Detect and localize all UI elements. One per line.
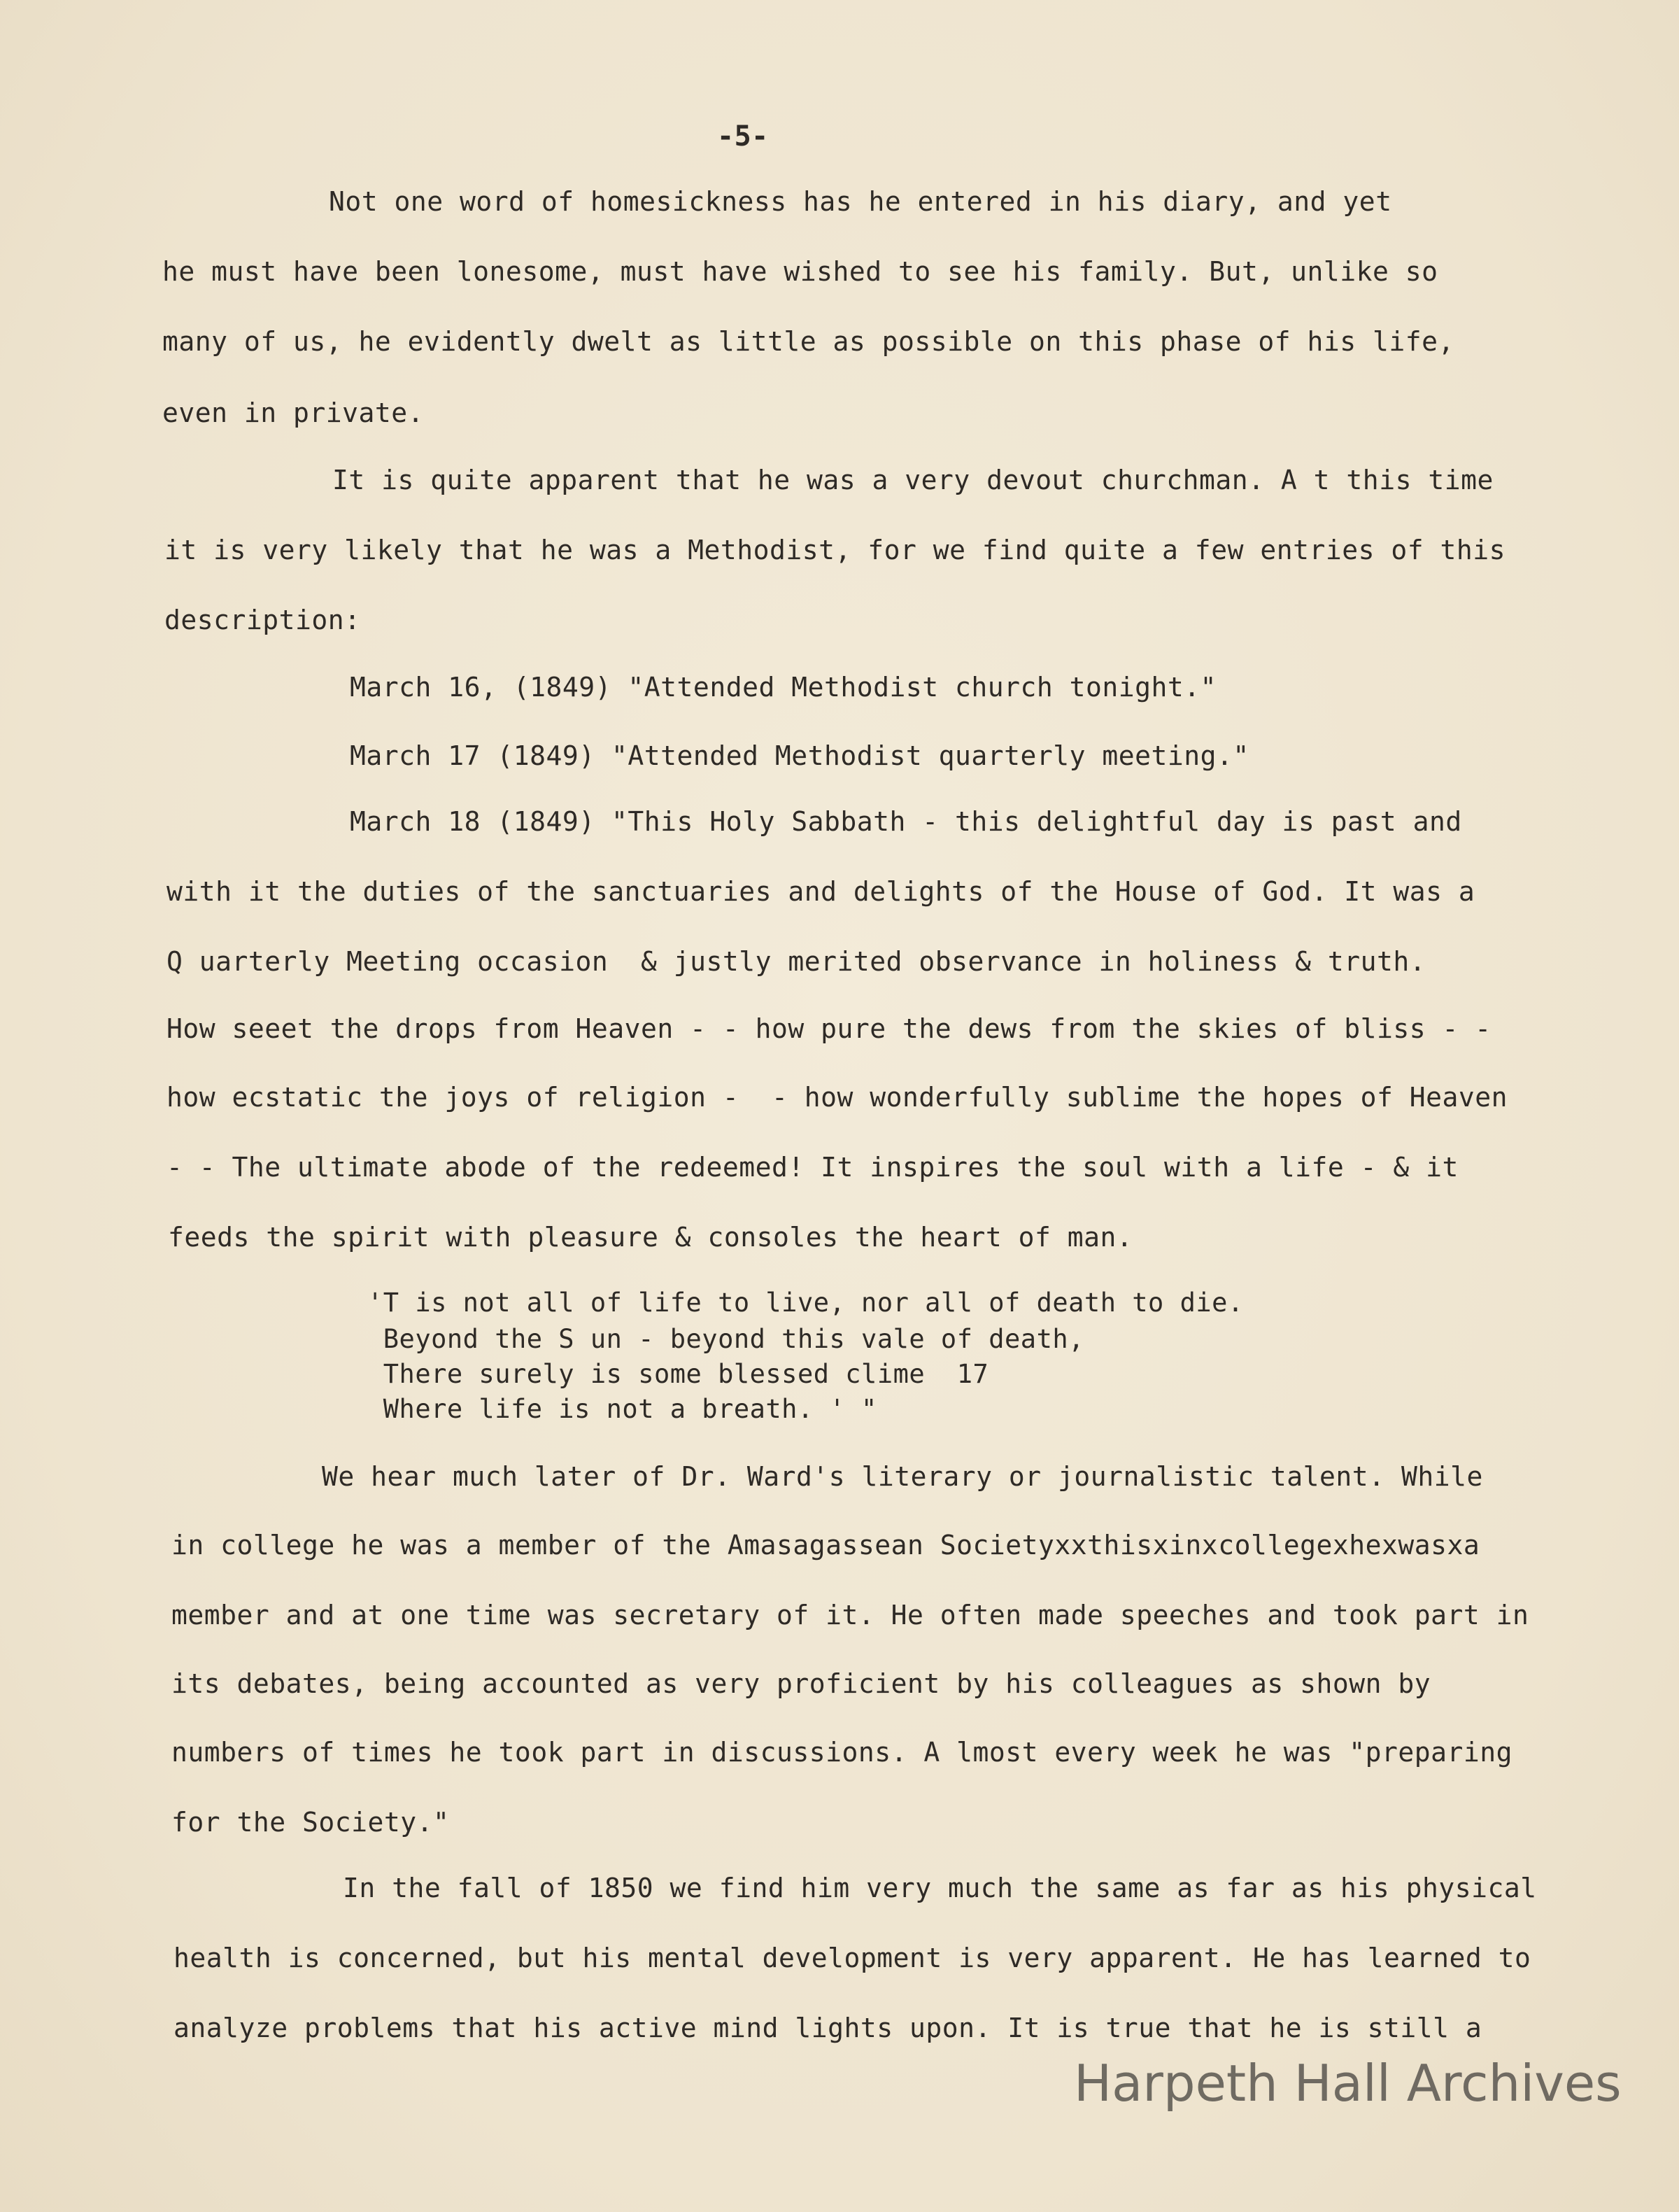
text-line: How seeet the drops from Heaven - - how pure the dews from the skies of bliss - -: [167, 1013, 1492, 1044]
text-line: many of us, he evidently dwelt as little as possible on this phase of his life,: [162, 326, 1454, 357]
text-line: description:: [164, 605, 361, 635]
page-number: -5-: [717, 120, 769, 153]
text-line: with it the duties of the sanctuaries and delights of the House of God. It was a: [167, 876, 1475, 907]
text-line: In the fall of 1850 we find him very much the same as far as his physical: [343, 1873, 1537, 1903]
text-line: It is quite apparent that he was a very devout churchman. A t this time: [332, 465, 1494, 495]
text-line: for the Society.": [171, 1807, 450, 1838]
diary-entry: March 17 (1849) "Attended Methodist quarterly meeting.": [350, 740, 1249, 771]
poem-line: There surely is some blessed clime 17: [367, 1359, 989, 1389]
text-line: Q uarterly Meeting occasion & justly merited observance in holiness & truth.: [167, 946, 1426, 977]
text-line: Not one word of homesickness has he entered in his diary, and yet: [329, 186, 1392, 217]
poem-line: 'T is not all of life to live, nor all of death to die.: [367, 1288, 1244, 1318]
text-line: analyze problems that his active mind lights upon. It is true that he is still a: [173, 2013, 1482, 2043]
text-line: how ecstatic the joys of religion - - how wonderfully sublime the hopes of Heaven: [167, 1082, 1508, 1113]
text-line: numbers of times he took part in discussions. A lmost every week he was "preparing: [171, 1737, 1512, 1768]
text-line: even in private.: [162, 397, 425, 428]
text-line: - - The ultimate abode of the redeemed! It inspires the soul with a life - & it: [167, 1152, 1459, 1183]
text-line: in college he was a member of the Amasagassean Societyxxthisxinxcollegexhexwasxa: [171, 1530, 1480, 1561]
diary-entry: March 18 (1849) "This Holy Sabbath - this delightful day is past and: [350, 806, 1462, 837]
diary-entry: March 16, (1849) "Attended Methodist church tonight.": [350, 672, 1217, 703]
text-line: it is very likely that he was a Methodist, for we find quite a few entries of this: [164, 535, 1506, 565]
text-line: We hear much later of Dr. Ward's literary or journalistic talent. While: [322, 1461, 1483, 1492]
poem-line: Where life is not a breath. ' ": [367, 1394, 877, 1424]
poem-line: Beyond the S un - beyond this vale of death,: [367, 1324, 1084, 1354]
text-line: feeds the spirit with pleasure & consoles the heart of man.: [168, 1222, 1133, 1253]
text-line: member and at one time was secretary of it. He often made speeches and took part in: [171, 1600, 1529, 1630]
text-line: its debates, being accounted as very proficient by his colleagues as shown by: [171, 1668, 1431, 1699]
text-line: health is concerned, but his mental development is very apparent. He has learned to: [173, 1943, 1531, 1973]
text-line: he must have been lonesome, must have wished to see his family. But, unlike so: [162, 256, 1438, 287]
archive-watermark: Harpeth Hall Archives: [1074, 2054, 1622, 2113]
